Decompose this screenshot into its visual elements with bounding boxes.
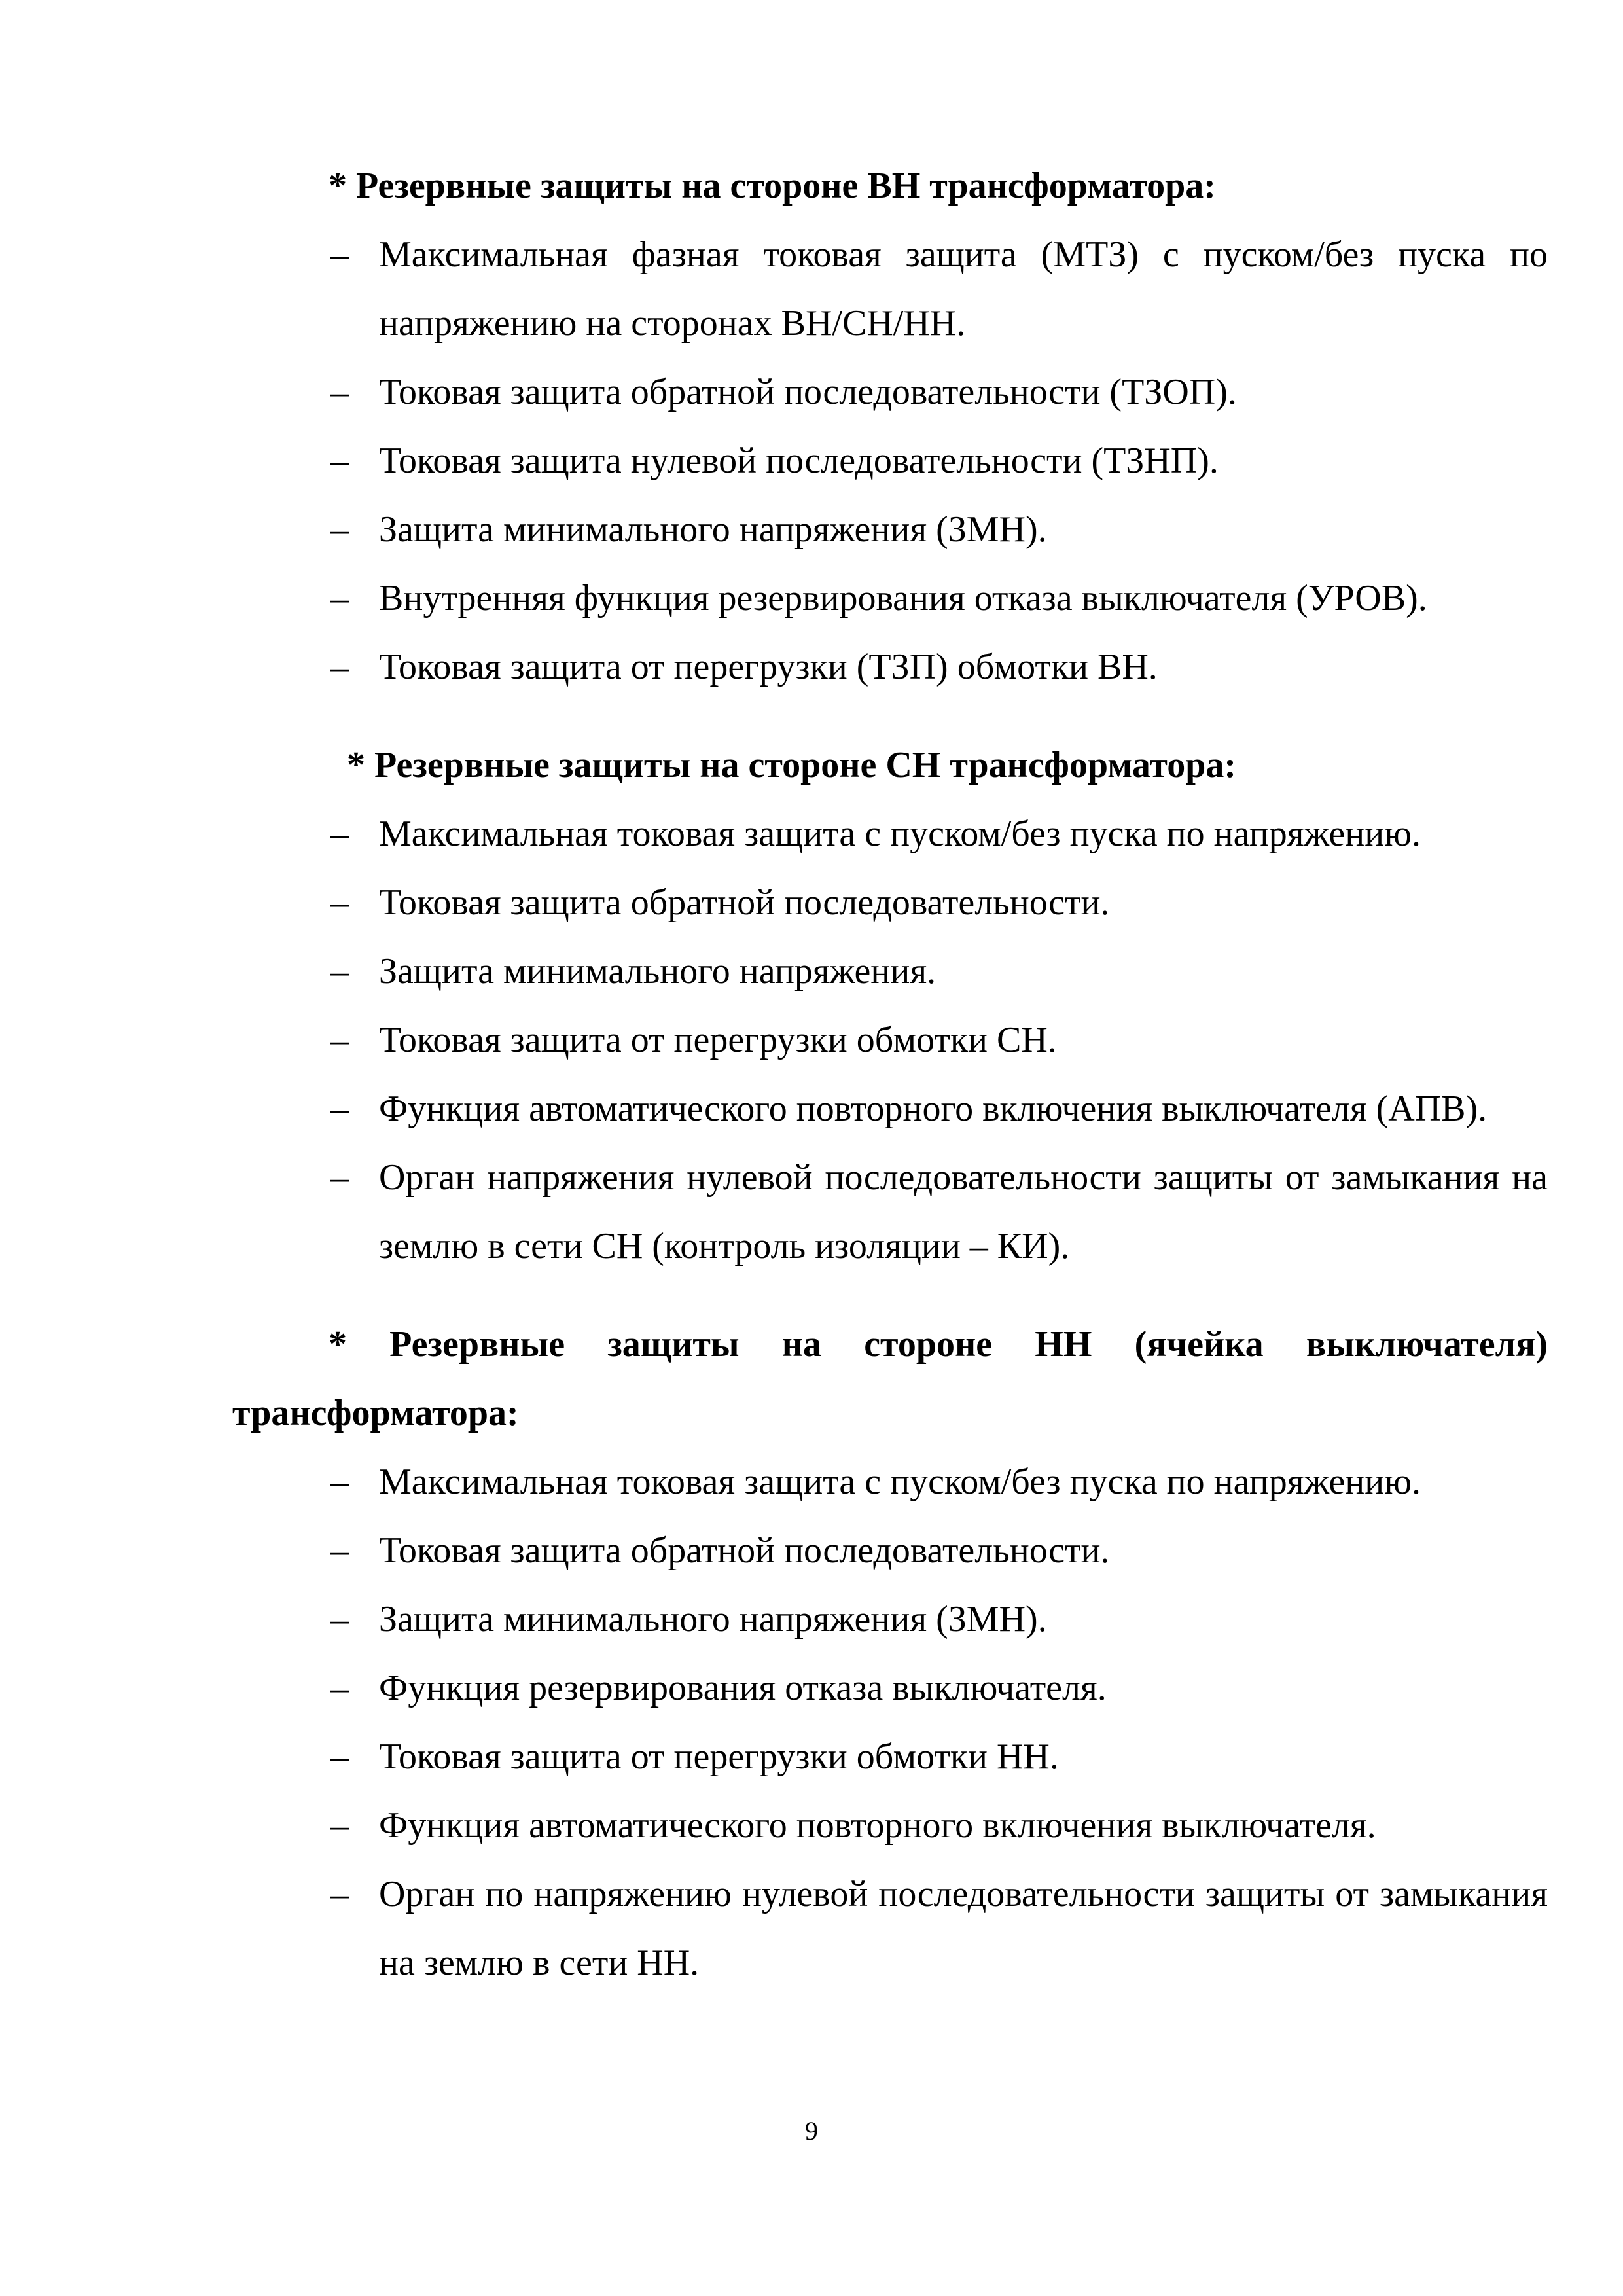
dash-bullet: – [330,440,349,481]
section-list-vn [232,221,1548,702]
list-item: – Токовая защита от перегрузки (ТЗП) обмотки ВН. [232,633,1548,702]
dash-bullet: – [330,1668,349,1708]
dash-bullet: – [330,1530,349,1571]
section-heading-sn: * Резервные защиты на стороне СН трансформатора: [347,745,1236,785]
dash-bullet: – [330,882,349,923]
dash-bullet: – [330,1020,349,1060]
dash-bullet: – [330,372,349,412]
list-item: – Максимальная фазная токовая защита (МТЗ) с пуском/без пуска по напряжению на сторонах ВН/СН/НН. [232,221,1548,358]
list-item: – Токовая защита от перегрузки обмотки НН. [232,1723,1548,1791]
section-heading-vn: * Резервные защиты на стороне ВН трансформатора: [329,166,1216,206]
section-gap [232,702,1548,731]
page-content [232,152,1548,1998]
dash-bullet: – [330,1599,349,1640]
dash-bullet: – [330,1874,349,1914]
list-item: – Функция автоматического повторного включения выключателя. [232,1791,1548,1860]
list-item: – Внутренняя функция резервирования отказа выключателя (УРОВ). [232,564,1548,633]
section-gap [232,1281,1548,1310]
list-item: – Максимальная токовая защита с пуском/без пуска по напряжению. [232,1448,1548,1516]
list-item: – Орган по напряжению нулевой последовательности защиты от замыкания на землю в сети НН. [232,1860,1548,1998]
list-item: – Токовая защита обратной последовательности. [232,869,1548,937]
list-item: – Функция резервирования отказа выключателя. [232,1654,1548,1723]
dash-bullet: – [330,814,349,854]
dash-bullet: – [330,1462,349,1502]
dash-bullet: – [330,578,349,619]
dash-bullet: – [330,951,349,992]
list-item: – Максимальная токовая защита с пуском/без пуска по напряжению. [232,800,1548,869]
dash-bullet: – [330,1157,349,1198]
dash-bullet: – [330,1736,349,1777]
list-item: – Защита минимального напряжения. [232,937,1548,1006]
list-item: – Защита минимального напряжения (ЗМН). [232,1585,1548,1654]
list-item: – Токовая защита обратной последовательности (ТЗОП). [232,358,1548,427]
list-item: – Функция автоматического повторного включения выключателя (АПВ). [232,1075,1548,1143]
list-item: – Токовая защита нулевой последовательности (ТЗНП). [232,427,1548,495]
dash-bullet: – [330,234,349,275]
section-list-sn [232,800,1548,1281]
section-heading-nn: * Резервные защиты на стороне НН (ячейка выключателя) трансформатора: [232,1324,1548,1433]
dash-bullet: – [330,1088,349,1129]
section-list-nn [232,1448,1548,1998]
list-item: – Орган напряжения нулевой последовательности защиты от замыкания на землю в сети СН (контроль изоляции – КИ). [232,1143,1548,1281]
dash-bullet: – [330,509,349,550]
list-item: – Токовая защита от перегрузки обмотки СН. [232,1006,1548,1075]
dash-bullet: – [330,647,349,687]
dash-bullet: – [330,1805,349,1846]
list-item: – Защита минимального напряжения (ЗМН). [232,495,1548,564]
list-item: – Токовая защита обратной последовательности. [232,1516,1548,1585]
page-number: 9 [805,2116,818,2145]
